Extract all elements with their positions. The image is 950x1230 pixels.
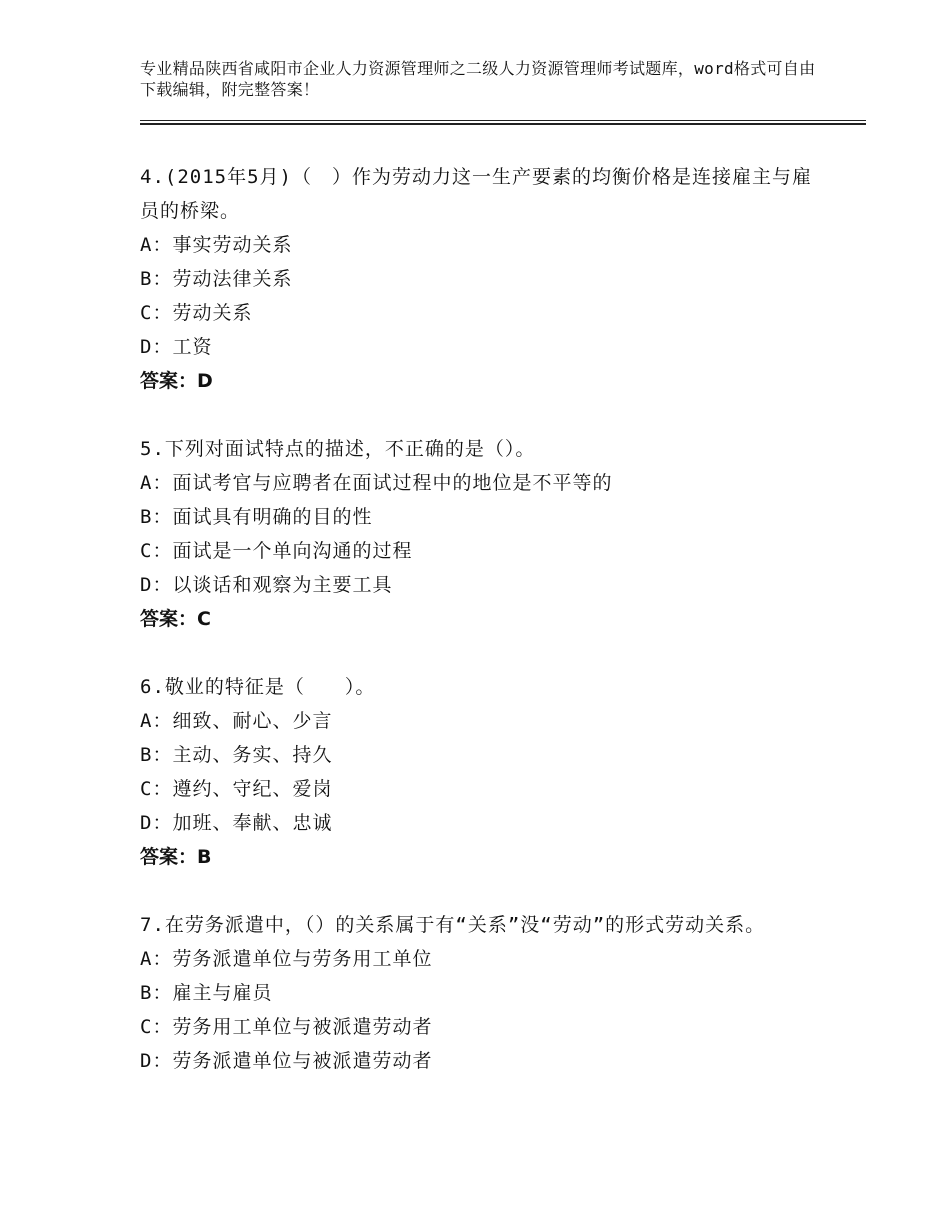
answer: 答案：D [140, 370, 213, 392]
option-a: A：面试考官与应聘者在面试过程中的地位是不平等的 [140, 472, 613, 494]
question-7 [140, 908, 820, 1078]
question-4 [140, 160, 820, 398]
answer: 答案：C [140, 608, 211, 630]
option-b: B：面试具有明确的目的性 [140, 506, 373, 528]
question-stem: 6.敬业的特征是（ ）。 [140, 676, 376, 698]
option-d: D：劳务派遣单位与被派遣劳动者 [140, 1050, 433, 1072]
option-c: C：面试是一个单向沟通的过程 [140, 540, 413, 562]
header-divider-bottom [140, 123, 866, 125]
question-6 [140, 670, 820, 874]
question-stem: 4.(2015年5月)（ ）作为劳动力这一生产要素的均衡价格是连接雇主与雇员的桥梁。 [140, 166, 812, 222]
question-list [140, 160, 820, 1112]
header-divider-top [140, 120, 866, 121]
option-a: A：劳务派遣单位与劳务用工单位 [140, 948, 433, 970]
option-c: C：遵约、守纪、爱岗 [140, 778, 333, 800]
question-stem: 7.在劳务派遣中，（）的关系属于有“关系”没“劳动”的形式劳动关系。 [140, 914, 766, 936]
option-a: A：事实劳动关系 [140, 234, 293, 256]
option-b: B：劳动法律关系 [140, 268, 293, 290]
option-a: A：细致、耐心、少言 [140, 710, 333, 732]
option-b: B：主动、务实、持久 [140, 744, 333, 766]
answer: 答案：B [140, 846, 212, 868]
option-c: C：劳动关系 [140, 302, 253, 324]
option-d: D：工资 [140, 336, 213, 358]
option-d: D：以谈话和观察为主要工具 [140, 574, 393, 596]
option-d: D：加班、奉献、忠诚 [140, 812, 333, 834]
option-b: B：雇主与雇员 [140, 982, 273, 1004]
document-header: 专业精品陕西省咸阳市企业人力资源管理师之二级人力资源管理师考试题库，word格式可自由下载编辑，附完整答案！ [140, 59, 816, 99]
question-5 [140, 432, 820, 636]
question-stem: 5.下列对面试特点的描述，不正确的是（）。 [140, 438, 536, 460]
option-c: C：劳务用工单位与被派遣劳动者 [140, 1016, 433, 1038]
